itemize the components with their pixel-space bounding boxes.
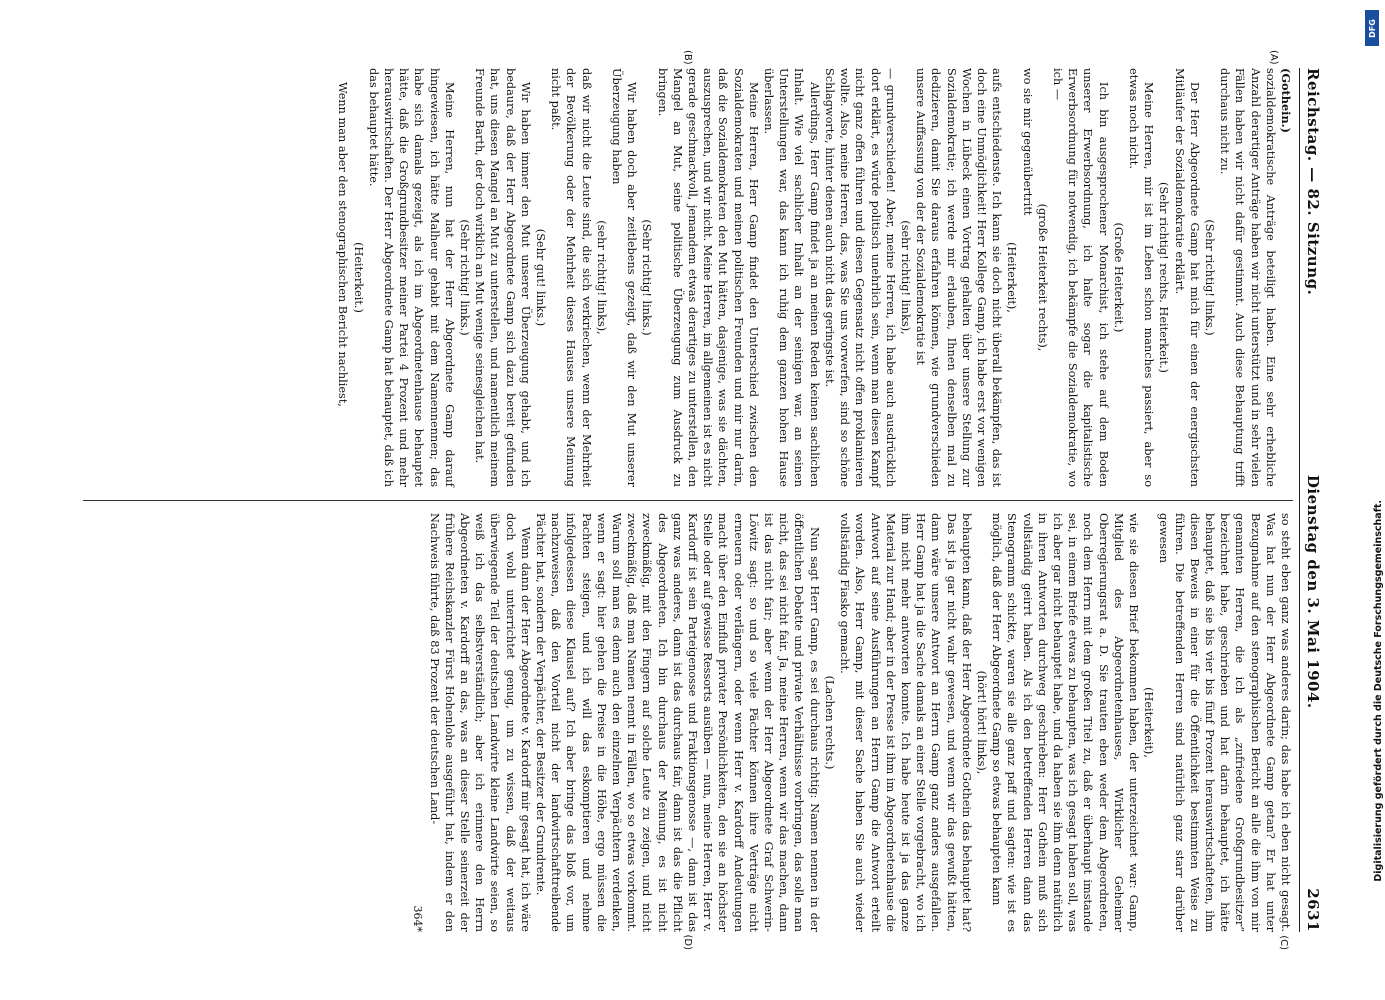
paragraph: Nun sagt Herr Gamp, es sei durchaus richtig: Namen nennen in der öffentlichen Debatte und private Verhältnisse vorbringen, das solle man nicht, das sei nicht fair. Ja, meine Herren, wenn wir das machen, dann ist das nicht fair; aber wenn der Herr Abgeordnete Graf Schwerin-Löwitz sagt: so und so viele Pächter können ihre Verträge nicht erneuern oder verlängern, oder wenn Herr v. Kardorff Andeutungen macht über den Einfluß privater Persönlichkeiten, den sie an höchster Stelle oder auf gewisse Ressorts ausüben — nun, meine Herren, Herr v. Kardorff ist sein Parteigenosse und Fraktionsgenosse —, dann ist das ganz was anderes, dann ist das durchaus fair, dann ist das die Pflicht des Abgeordneten. Ich bin durchaus der Meinung, es ist nicht zweckmäßig, mit den Fingern auf solche Leute zu zeigen, und nicht zweckmäßig, daß man Namen nennt in Fällen, wo so etwas vorkommt. Warum soll man es denn auch den einzelnen Verpächtern verdenken, wenn er sagt: hier gehen die Preise in die Höhe, ergo müssen die Pachten steigen, und ich will das eskomptieren und nehme infolgedessen diese Klausel auf? Ich aber bringe das bloß vor, um nachzuweisen, daß den Vorteil nicht der landwirtschafttreibende Pächter hat, sondern der Verpächter, der Besitzer der Grundrente. [534,513,821,932]
paragraph: daß wir nicht die Leute sind, die sich verkriechen, wenn der Mehrheit der Bevölkerung oder der Mehrheit dieses Hauses unsere Meinung nicht paßt. [549,68,593,487]
paragraph: Meine Herren, nun hat der Herr Abgeordnete Gamp darauf hingewiesen, ich hätte Malheur gehabt mit dem Namennennen; das habe sich damals gezeigt, als ich im Abgeordnetenhause behauptet hätte, daß die Großgrundbesitzer meiner Partei 4 Prozent und mehr herauswirtschaften. Der Herr Abgeordnete Gamp hat behauptet, daß ich das behauptet hätte. [366,68,456,487]
paragraph: Wir haben immer den Mut unserer Überzeugung gehabt, und ich bedaure, daß der Herr Abgeordnete Gamp sich dazu bereit gefunden hat, uns diesen Mangel an Mut zu unterstellen, und namentlich meinem Freunde Barth, der doch wirklich an Mut wenige seinesgleichen hat. [473,68,532,487]
paragraph: so steht eben ganz was anderes darin; das habe ich eben nicht gesagt. Was hat nun der Herr Abgeordnete Gamp getan? Er hat unter Bezugnahme auf den stenographischen Bericht an alle die ihm von mir genannten Herren, die ich als „zufriedene Großgrundbesitzer“ bezeichnet habe, geschrieben und hat darin behauptet, ich hätte behauptet, daß sie bis vier bis fünf Prozent herauswirtschafteten, ihm diesen Beweis in einer für die Öffentlichkeit bestimmten Weise zu führen. Die betreffenden Herren sind natürlich ganz starr darüber gewesen [1157,513,1292,932]
right-column-body [426,513,1293,932]
signature-mark: 364* [411,905,425,932]
interjection: (Heiterkeit.) [351,242,365,313]
paragraph: Meine Herren, Herr Gamp findet den Unterschied zwischen den Sozialdemokraten und meinen politischen Freunden und mir nur darin, daß die Sozialdemokraten den Mut hätten, dasjenige, was sie dächten, auszusprechen, und wir nicht. Meine Herren, im allgemeinen ist es nicht gerade geschmackvoll, jemandem etwas derartiges zu unterstellen, den Mangel an Mut, seine politische Überzeugung zum Ausdruck zu bringen. [655,68,760,487]
paragraph: Allerdings, Herr Gamp findet ja an meinen Reden keinen sachlichen Inhalt. Wie viel sachlicher Inhalt an der seinigen war, an seinen Unterstellungen war, das kann ich ruhig dem ganzen hohen Hause überlassen. [762,68,821,487]
header-left: Reichstag. — 82. Sitzung. [1304,68,1322,296]
left-column-body [335,68,1278,487]
left-column [83,50,1293,487]
paragraph: aufs entschiedenste. Ich kann sie doch nicht überall bekämpfen, das ist doch eine Unmöglichkeit! Herr Kollege Gamp, ich habe erst vor wenigen Wochen in Lübeck einen Vortrag gehalten über unsere Stellung zur Sozialdemokratie; ich werde mir erlauben, Ihnen denselben mal zu dedizieren, damit Sie daraus erfahren können, wie grundverschieden unsere Auffassung von der der Sozialdemokratie ist [914,68,1004,487]
paragraph: sozialdemokratische Anträge beteiligt haben. Eine sehr erhebliche Anzahl derartiger Anträge haben wir nicht unterstützt und in sehr vielen Fällen haben wir nicht dafür gestimmt. Auch diese Behauptung trifft durchaus nicht zu. [1218,68,1277,487]
page-number: 2631 [1304,888,1322,932]
paragraph: Wir haben doch aber zeitlebens gezeigt, daß wir den Mut unserer Überzeugung haben [610,68,639,487]
interjection: (hört! hört! links), [974,670,988,775]
speaker-name: (Gothein.) [1279,68,1293,133]
text-columns [83,50,1293,950]
right-column [83,513,1293,950]
interjection: (Große Heiterkeit.) [1111,222,1125,333]
interjection: (große Heiterkeit rechts), [1035,203,1049,352]
margin-marker-c: (C) [1278,935,1289,950]
interjection: (sehr richtig! links), [898,220,912,335]
interjection: (Sehr richtig! links.) [640,219,654,336]
interjection: (Sehr richtig! links.) [458,219,472,336]
dfg-logo [1365,10,1379,46]
margin-marker-b: (B) [682,50,693,65]
paragraph: Meine Herren, mir ist im Leben schon manches passiert, aber so etwas noch nicht. [1126,68,1156,487]
scanned-page [46,50,1336,950]
paragraph: wie sie diesen Brief bekommen haben, der unterzeichnet war: Gamp, Mitglied des Abgeordnetenhauses, Wirklicher Geheimer Oberregierungsrat a. D. Sie trauten eben weder dem Abgeordneten, noch dem Herrn mit dem großen Titel zu, daß er überhaupt imstande sei, in einem Briefe etwas zu behaupten, was ich gesagt haben soll, was ich aber gar nicht behauptet habe, und da haben sie ihm denn natürlich in ihren Antworten durchweg geschrieben: Herr Gothein muß sich vollständig geirrt haben. Als ich den betreffenden Herren dann das Stenogramm schickte, waren sie alle ganz paff und sagten: wie ist es möglich, daß der Herr Abgeordnete Gamp so etwas behaupten kann [990,513,1140,932]
margin-marker-a: (A) [1268,50,1279,65]
paragraph: Wenn dann der Herr Abgeordnete v. Kardorff mir gesagt hat, ich wäre doch wohl unterrichtet genug, um zu wissen, daß der weitaus überwiegende Teil der deutschen Landwirte kleine Landwirte seien, so weiß ich das selbstverständlich; aber ich erinnere den Herrn Abgeordneten v. Kardorff an das, was an dieser Stelle seinerzeit der frühere Reichskanzler Fürst Hohenlohe ausgeführt hat, indem er den Nachweis führte, daß 83 Prozent der deutschen Land- [427,513,532,932]
paragraph: Der Herr Abgeordnete Gamp hat mich für einen der energischsten Mitläufer der Sozialdemokratie erklärt. [1172,68,1201,487]
paragraph: Ich bin ausgesprochener Monarchist, ich stehe auf dem Boden unserer Erwerbsordnung, ich halte sogar die kapitalistische Erwerbsordnung für notwendig, ich bekämpfe die Sozialdemokratie, wo ich — [1050,68,1110,487]
interjection: (Heiterkeit), [1142,687,1156,758]
paragraph: behaupten kann, daß der Herr Abgeordnete Gothein das behauptet hat? Das ist ja gar nicht wahr gewesen, und wenn wir das gewußt hätten, dann wäre unsere Antwort an Herrn Gamp ganz anders ausgefallen. Herr Gamp hat ja die Sache damals an einer Stelle vorgebracht, wo ich ihm nicht mehr antworten konnte. Ich habe heute ist ja das ganze Material zur Hand; aber in der Presse ist ihm im Abgeordnetenhause die Antwort auf seine Ausführungen an Herrn Gamp die Antwort erteilt worden. Also, Herr Gamp, mit dieser Sache haben Sie auch wieder vollständig Fiasko gemacht. [838,513,973,932]
paragraph: Wenn man aber den stenographischen Bericht nachliest, [336,82,350,407]
interjection: (Sehr richtig! links.) [1202,219,1216,336]
paragraph: wo sie mir gegenübertritt [1020,68,1034,216]
interjection: (Lachen rechts.) [822,675,836,770]
page-header [1299,68,1322,932]
paragraph: — grundverschieden! Aber, meine Herren, ich habe auch ausdrücklich dort erklärt, es würde politisch unehrlich sein, wenn man diesen Kampf nicht ganz offen führen und diesen Gegensatz nicht offen proklamieren wollte. Also, meine Herren, das, was Sie uns vorwerfen, sind so schöne Schlagworte, hinter denen auch nicht das geringste ist. [822,68,897,487]
interjection: (sehr richtig! links), [594,220,608,335]
header-date: Dienstag den 3. Mai 1904. [1304,474,1322,709]
dfg-logo-text: DFG [1367,18,1377,38]
interjection: (Heiterkeit), [1005,242,1019,313]
digitization-note: Digitalisierung gefördert durch die Deutsche Forschungsgemeinschaft. [1373,500,1385,882]
margin-marker-d: (D) [682,934,693,950]
interjection: (Sehr richtig! rechts. Heiterkeit.) [1157,182,1171,373]
interjection: (Sehr gut! links.) [534,228,548,327]
